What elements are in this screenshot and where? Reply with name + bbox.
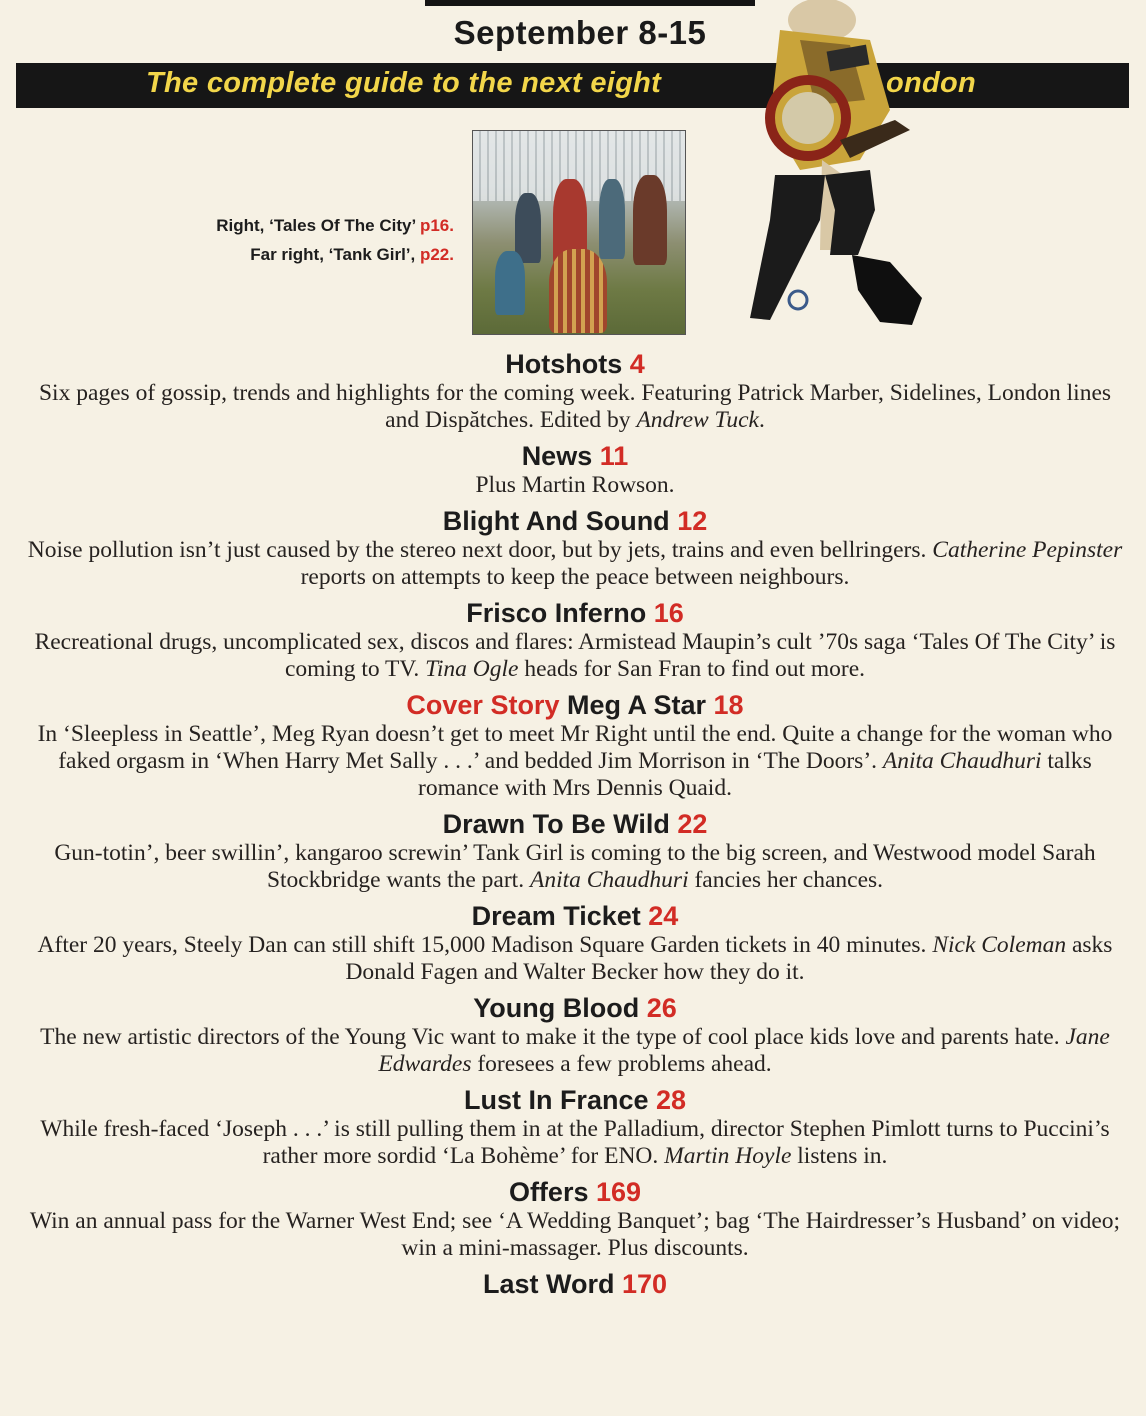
top-rule [425,0,755,6]
caption-text: Far right, ‘Tank Girl’, [250,245,420,264]
entry-title [20,348,1130,380]
entry-title-text: Meg A Star [566,690,707,720]
entry-title-text: Hotshots [505,349,623,379]
contents-entry [20,348,1130,434]
entry-description [20,721,1130,802]
entry-title [20,597,1130,629]
entry-page-number: 169 [595,1177,642,1207]
entry-page-number: 4 [629,349,645,379]
entry-page-number: 11 [599,441,629,471]
author-name: Anita Chaudhuri [882,748,1042,774]
entry-title [20,1176,1130,1208]
entry-title-text: Lust In France [463,1085,649,1115]
entry-page-number: 12 [677,506,708,536]
entry-kicker: Cover Story [406,690,560,720]
entry-page-number: 24 [648,901,679,931]
entry-page-number: 26 [646,993,677,1023]
author-name: Jane Edwardes [378,1024,1110,1077]
entry-title [20,1268,1130,1300]
description-text: Win an annual pass for the Warner West End; see ‘A Wedding Banquet’; bag ‘The Hairdresser’s Husband’ on video; win a mini-massager. Plus discounts. [29,1208,1121,1261]
entry-title-text: Offers [508,1177,589,1207]
entry-title-text: Young Blood [473,993,640,1023]
contents-entry [20,597,1130,683]
entry-title [20,689,1130,721]
entry-title-text: Frisco Inferno [466,598,647,628]
caption-page: p16. [419,216,454,235]
contents-entry [20,1176,1130,1262]
contents-entry [20,505,1130,591]
entry-title [20,505,1130,537]
description-text: reports on attempts to keep the peace between neighbours. [300,564,850,590]
entry-title [20,808,1130,840]
issue-date: September 8-15 [453,14,707,51]
description-text: heads for San Fran to find out more. [518,656,866,682]
entry-page-number: 16 [653,598,684,628]
author-name: Andrew Tuck [636,407,759,433]
contents-entry [20,689,1130,802]
entry-title [20,1084,1130,1116]
description-text: While fresh-faced ‘Joseph . . .’ is still pulling them in at the Palladium, director Stephen Pimlott turns to Puccini’s rather more sordid ‘La Bohème’ for ENO. [40,1116,1110,1169]
description-text: In ‘Sleepless in Seattle’, Meg Ryan doesn’t get to meet Mr Right until the end. Quite a change for the woman who faked orgasm in ‘When Harry Met Sally . . .’ and bedded Jim Morrison in ‘The Doors’. [37,721,1113,774]
entry-title [20,992,1130,1024]
description-text: Six pages of gossip, trends and highlights for the coming week. Featuring Patrick Marber, Sidelines, London lines and Dispătches. Edited by [38,380,1112,433]
contents-entry [20,440,1130,499]
contents-entry [20,1084,1130,1170]
description-text: Plus Martin Rowson. [475,472,675,498]
tank-girl-figure [740,0,980,345]
entry-page-number: 18 [713,690,744,720]
author-name: Anita Chaudhuri [529,867,689,893]
entry-title-text: Drawn To Be Wild [442,809,670,839]
entry-description [20,932,1130,986]
entry-title-text: Blight And Sound [442,506,670,536]
author-name: Nick Coleman [932,932,1067,958]
cast-photo [472,130,686,335]
contents-entry [20,1268,1130,1300]
description-text: . [758,407,765,433]
description-text: After 20 years, Steely Dan can still shift 15,000 Madison Square Garden tickets in 40 minutes. [37,932,933,958]
description-text: Noise pollution isn’t just caused by the stereo next door, but by jets, trains and even bellringers. [27,537,933,563]
photo-person [633,175,667,265]
banner-text-tail: ondon [886,67,977,99]
caption-text: Right, ‘Tales Of The City’ [216,216,420,235]
photo-person [495,251,525,315]
description-text: talks romance with Mrs Dennis Quaid. [418,748,1092,801]
caption-far-right [94,245,454,265]
photo-person [599,179,625,259]
description-text: listens in. [791,1143,888,1169]
author-name: Catherine Pepinster [932,537,1123,563]
description-text: asks Donald Fagen and Walter Becker how they do it. [345,932,1113,985]
entry-description [20,840,1130,894]
caption-right [94,216,454,236]
caption-page: p22. [419,245,454,264]
contents-entry [20,992,1130,1078]
entry-page-number: 28 [656,1085,687,1115]
description-text: Gun-totin’, beer swillin’, kangaroo screwin’ Tank Girl is coming to the big screen, and Westwood model Sarah Stockbridge wants the part. [54,840,1096,893]
contents-list [20,348,1130,1300]
contents-entry [20,808,1130,894]
description-text: foresees a few problems ahead. [471,1051,772,1077]
entry-title-text: Dream Ticket [471,901,641,931]
entry-title [20,440,1130,472]
description-text: Recreational drugs, uncomplicated sex, discos and flares: Armistead Maupin’s cult ’70s saga ‘Tales Of The City’ is coming to TV. [34,629,1116,682]
entry-page-number: 22 [677,809,708,839]
photo-person [515,193,541,263]
photo-person [549,249,607,333]
entry-description [20,1024,1130,1078]
contents-entry [20,900,1130,986]
entry-description [20,537,1130,591]
entry-title-text: Last Word [482,1269,615,1299]
entry-title [20,900,1130,932]
description-text: fancies her chances. [688,867,884,893]
entry-description [20,472,1130,499]
entry-title-text: News [521,441,593,471]
entry-description [20,1116,1130,1170]
author-name: Tina Ogle [425,656,519,682]
banner-text: The complete guide to the next eight [146,67,662,99]
entry-description [20,629,1130,683]
author-name: Martin Hoyle [664,1143,792,1169]
entry-page-number: 170 [621,1269,668,1299]
entry-description [20,380,1130,434]
entry-description [20,1208,1130,1262]
description-text: The new artistic directors of the Young Vic want to make it the type of cool place kids love and parents hate. [40,1024,1066,1050]
